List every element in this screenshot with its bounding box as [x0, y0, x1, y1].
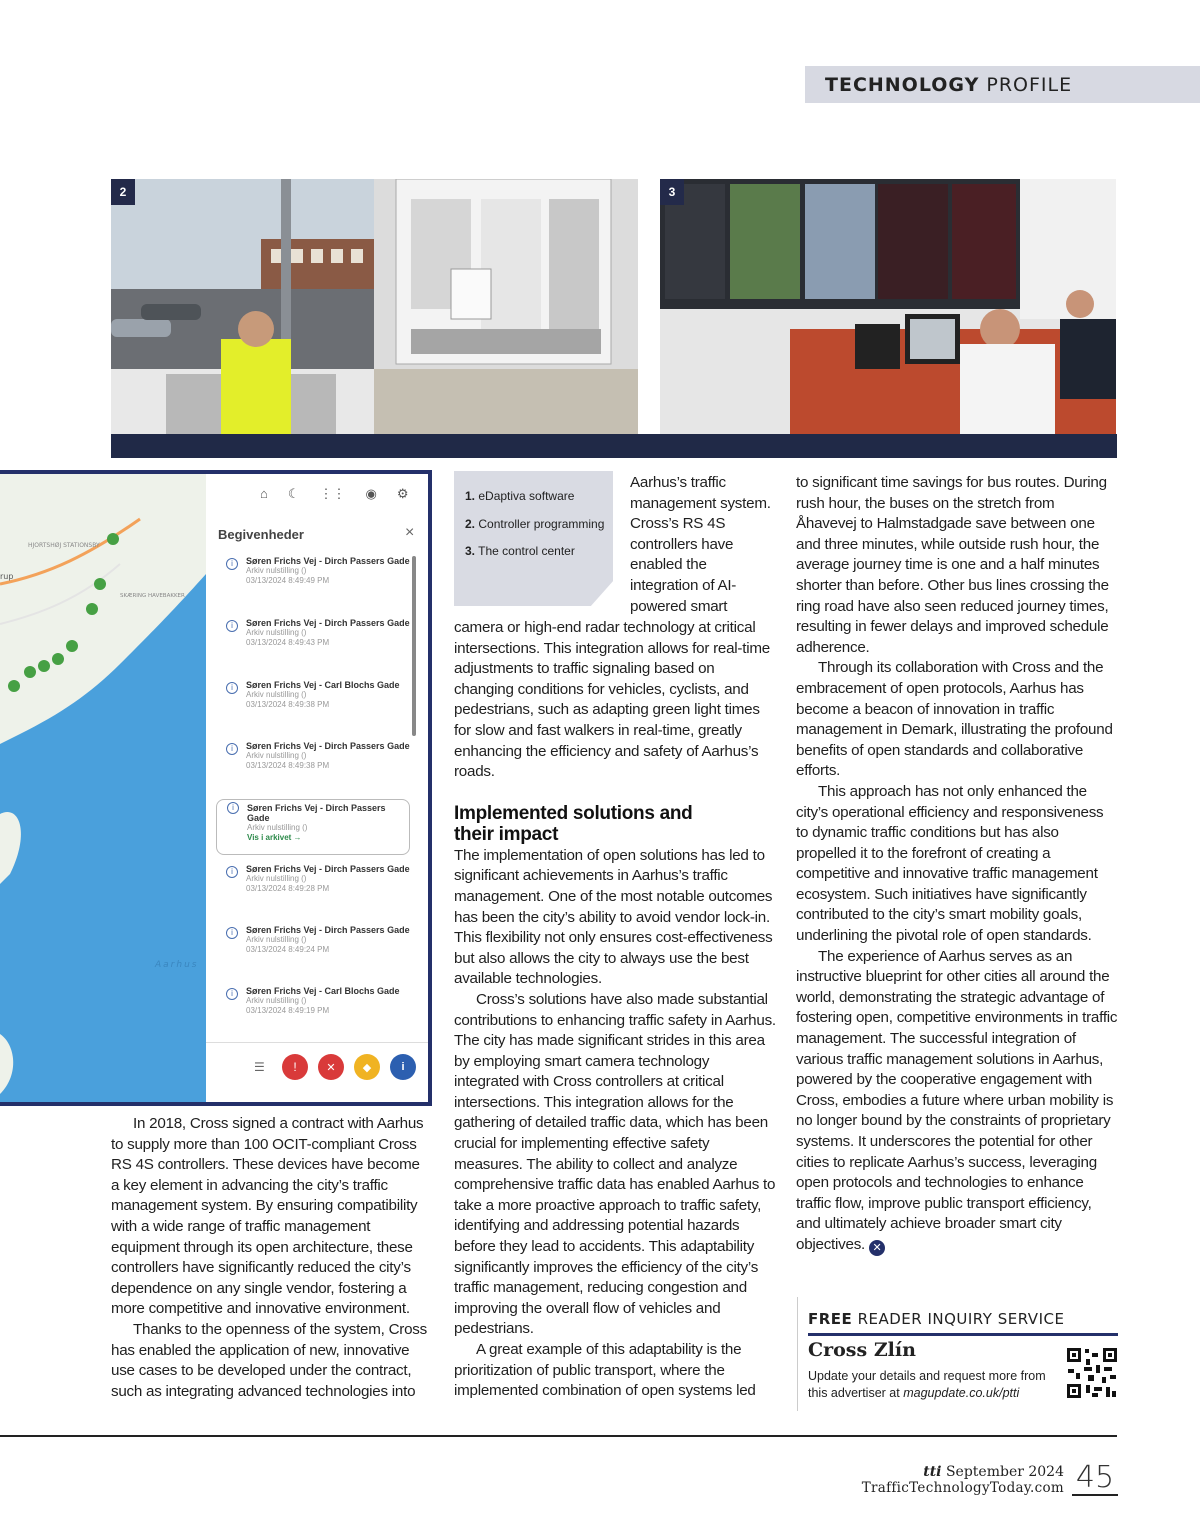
map-label-hjortshoj: HJORTSHØJ STATIONSBY: [28, 542, 100, 549]
footer-site: TrafficTechnologyToday.com: [861, 1480, 1064, 1496]
user-icon[interactable]: ◉: [365, 486, 377, 501]
inquiry-line-2-prefix: this advertiser at: [808, 1386, 900, 1400]
event-time: 03/13/2024 8:49:38 PM: [246, 700, 330, 709]
col3-paragraph-1: to significant time savings for bus routes. During rush hour, the buses on the stretch from Åhavevej to Halmstadgade save between one and three minutes, while outside rush hour, the average journey time is one and a half minutes shorter than before. Other bus lines crossing the ring road have also seen reduced journey times, resulting in fewer delays and improved schedule adherence.: [796, 474, 1109, 656]
info-icon: i: [226, 682, 238, 694]
event-subtitle: Arkiv nulstilling (): [246, 935, 307, 944]
event-time: 03/13/2024 8:49:38 PM: [246, 761, 330, 770]
event-subtitle: Arkiv nulstilling (): [246, 874, 307, 883]
caption-3: [465, 545, 613, 559]
inquiry-line-1: Update your details and request more from: [808, 1369, 1046, 1383]
photo-2-traffic-controller: [111, 179, 638, 435]
caption-3-number: 3.: [465, 544, 476, 558]
col2-paragraph-2: Cross’s solutions have also made substantial contributions to enhancing traffic safety in Aarhus. The city has made significant strides in this area by employing smart camera technology integrated with Cross controllers at critical intersections. This integration allows for the gathering of detailed traffic data, which has been crucial for implementing effective safety measures. The ability to collect and analyze comprehensive traffic data has enabled Aarhus to take a more proactive approach to traffic safety, identifying and addressing potential hazards before they lead to accidents. This adaptability significantly improves the efficiency of the city’s traffic management, reducing congestion and improving the overall flow of vehicles and pedestrians.: [454, 990, 776, 1338]
close-icon[interactable]: ×: [405, 524, 415, 541]
info-icon: i: [226, 558, 238, 570]
inquiry-company: Cross Zlín: [808, 1339, 916, 1361]
photo-3-number: 3: [660, 179, 684, 205]
caption-3-text: The control center: [478, 544, 575, 558]
event-time: 03/13/2024 8:49:43 PM: [246, 638, 330, 647]
footer-credits: [820, 1464, 1064, 1496]
section-header-bold: TECHNOLOGY: [825, 73, 980, 96]
col2-continuation: camera or high-end radar technology at critical intersections. This integration allows for real-time adjustments to traffic signaling based on changing conditions for vehicles, cyclists, and pedestrians, such as adapting green light times for slow and fast walkers in real-time, greatly enhancing the efficiency and safety of Aarhus’s roads.: [454, 619, 770, 781]
inquiry-free: FREE: [808, 1310, 853, 1328]
caption-2: [465, 518, 613, 532]
info-icon: i: [226, 743, 238, 755]
inquiry-text: [808, 1368, 1046, 1402]
event-title: Søren Frichs Vej - Carl Blochs Gade: [246, 680, 400, 690]
caption-2-number: 2.: [465, 516, 476, 531]
photo-3-illustration: [660, 179, 1116, 435]
info-filter-button[interactable]: i: [390, 1054, 416, 1080]
event-item-7[interactable]: [216, 925, 410, 979]
section-header-tab: [805, 66, 1200, 103]
warning-filter-button[interactable]: ◆: [354, 1054, 380, 1080]
settings-gear-icon[interactable]: ⚙: [396, 486, 409, 501]
map-label-aarhus: Aarhus: [155, 960, 199, 970]
col2-paragraph-3: A great example of this adaptability is the prioritization of public transport, where the implemented combination of open systems led: [454, 1341, 756, 1400]
map-label-rup: rup: [0, 572, 14, 581]
event-title: Søren Frichs Vej - Dirch Passers Gade: [247, 803, 386, 823]
caption-1: [465, 490, 613, 504]
col2-side-text: Aarhus’s traffic management system. Cross’s RS 4S controllers have enabled the integration of AI-powered smart: [630, 474, 771, 615]
event-item-6[interactable]: [216, 864, 410, 918]
event-subtitle: Arkiv nulstilling (): [246, 566, 307, 575]
event-title: Søren Frichs Vej - Dirch Passers Gade: [246, 864, 410, 874]
inquiry-url-link[interactable]: magupdate.co.uk/ptti: [903, 1386, 1020, 1400]
photo-2-illustration: [111, 179, 638, 435]
view-in-archive-link[interactable]: Vis i arkivet →: [247, 833, 302, 842]
col3-paragraph-4-text: The experience of Aarhus serves as an instructive blueprint for other cities all around the world, demonstrating the strategic advantage of fostering open, competitive environments in traffic management. The successful integration of various traffic management solutions in Aarhus, powered by the cooperative engagement with Cross, embodies a future where urban mobility is no longer bound by the constraints of proprietary systems. It underscores the potential for other cities to replicate Aarhus’s success, leveraging open protocols and technologies to enhance traffic flow, improve public transport efficiency, and ultimately achieve broader smart city objectives.: [796, 947, 1118, 1253]
event-subtitle: Arkiv nulstilling (): [246, 996, 307, 1005]
photo-caption-bar: [111, 434, 1117, 458]
info-icon: i: [227, 802, 239, 814]
event-item-3[interactable]: [216, 680, 410, 734]
list-icon[interactable]: ☰: [254, 1060, 265, 1074]
inquiry-line-2: [808, 1385, 1046, 1402]
col2-paragraph-1: The implementation of open solutions has led to significant achievements in Aarhus’s traffic management. One of the most notable outcomes has been the city’s ability to avoid vendor lock-in. This flexibility not only ensures cost-effectiveness but also allows the city to always use the best available technologies.: [454, 846, 773, 988]
events-panel-title: Begivenheder: [218, 527, 304, 542]
event-item-4[interactable]: [216, 741, 410, 795]
alarm-filter-button[interactable]: !: [282, 1054, 308, 1080]
page-number: 45: [1072, 1462, 1118, 1496]
caption-box-corner: [590, 580, 614, 607]
article-column-2-side: [630, 473, 776, 617]
edaptiva-screenshot: [0, 470, 432, 1106]
event-subtitle: Arkiv nulstilling (): [247, 823, 308, 832]
event-item-5-selected[interactable]: [216, 799, 410, 855]
panel-divider: [206, 1042, 428, 1043]
event-subtitle: Arkiv nulstilling (): [246, 690, 307, 699]
col1-paragraph-1: In 2018, Cross signed a contract with Aarhus to supply more than 100 OCIT-compliant Cross RS 4S controllers. These devices have become a key element in advancing the city’s traffic management system. By ensuring compatibility with a wide range of traffic management equipment through its open architecture, these controllers have significantly reduced the city’s dependence on any single vendor, fostering a more competitive and innovative environment.: [111, 1115, 424, 1318]
event-item-2[interactable]: [216, 618, 410, 672]
caption-1-text: eDaptiva software: [478, 489, 575, 503]
col3-paragraph-3: This approach has not only enhanced the city’s operational efficiency and responsiveness to dynamic traffic conditions but has also propelled it to the forefront of creating a competitive and innovative traffic management ecosystem. Such initiatives have significantly contributed to the city’s smart mobility goals, underlining the pivotal role of open standards.: [796, 782, 1104, 945]
home-icon[interactable]: ⌂: [260, 486, 268, 501]
col3-paragraph-4: [796, 947, 1118, 1256]
caption-1-number: 1.: [465, 489, 476, 503]
inquiry-header: [808, 1310, 1064, 1328]
event-item-8[interactable]: [216, 986, 410, 1040]
event-title: Søren Frichs Vej - Dirch Passers Gade: [246, 925, 410, 935]
reader-inquiry-box: [797, 1297, 1117, 1411]
events-scrollbar[interactable]: [412, 556, 416, 736]
event-title: Søren Frichs Vej - Dirch Passers Gade: [246, 741, 410, 751]
end-mark-icon: ✕: [869, 1240, 885, 1256]
col3-paragraph-2: Through its collaboration with Cross and the embracement of open protocols, Aarhus has become a beacon of innovation in traffic management in Demark, illustrating the profound benefits of open standards and collaborative efforts.: [796, 659, 1113, 780]
error-filter-button[interactable]: ✕: [318, 1054, 344, 1080]
event-time: 03/13/2024 8:49:24 PM: [246, 945, 330, 954]
event-item-1[interactable]: [216, 556, 410, 610]
footer-rule: [0, 1435, 1117, 1437]
photo-3-control-center: [660, 179, 1116, 435]
event-subtitle: Arkiv nulstilling (): [246, 628, 307, 637]
event-title: Søren Frichs Vej - Dirch Passers Gade: [246, 618, 410, 628]
caption-2-text: Controller programming: [478, 516, 605, 531]
events-panel: [206, 474, 428, 1106]
col1-paragraph-2: Thanks to the openness of the system, Cross has enabled the application of new, innovative use cases to be developed under the contract, such as integrating advanced technologies into: [111, 1320, 427, 1400]
footer-issue: [820, 1464, 1064, 1480]
article-column-2: [454, 618, 776, 1402]
footer-date: September 2024: [945, 1464, 1064, 1480]
event-title: Søren Frichs Vej - Dirch Passers Gade: [246, 556, 410, 566]
event-subtitle: Arkiv nulstilling (): [246, 751, 307, 760]
night-mode-icon[interactable]: ☾: [287, 486, 300, 501]
apps-grid-icon[interactable]: ⋮⋮: [319, 486, 346, 501]
toolbar-icons: [260, 486, 409, 502]
event-time: 03/13/2024 8:49:19 PM: [246, 1006, 330, 1015]
map-view: [0, 474, 206, 1106]
event-title: Søren Frichs Vej - Carl Blochs Gade: [246, 986, 400, 996]
event-time: 03/13/2024 8:49:28 PM: [246, 884, 330, 893]
article-column-3: [796, 473, 1118, 1256]
qr-code-icon[interactable]: [1066, 1347, 1118, 1399]
info-icon: i: [226, 988, 238, 1000]
section-heading: Implemented solutions and their impact: [454, 802, 693, 845]
info-icon: i: [226, 927, 238, 939]
footer-brand: tti: [923, 1464, 942, 1480]
map-label-skaering: SKÆRING HAVEBAKKER: [120, 593, 185, 599]
inquiry-service: READER INQUIRY SERVICE: [857, 1310, 1065, 1328]
photo-2-number: 2: [111, 179, 135, 205]
event-time: 03/13/2024 8:49:49 PM: [246, 576, 330, 585]
inquiry-rule: [808, 1333, 1118, 1336]
info-icon: i: [226, 620, 238, 632]
info-icon: i: [226, 866, 238, 878]
section-header-light: PROFILE: [986, 73, 1073, 96]
article-column-1: [111, 1114, 431, 1402]
